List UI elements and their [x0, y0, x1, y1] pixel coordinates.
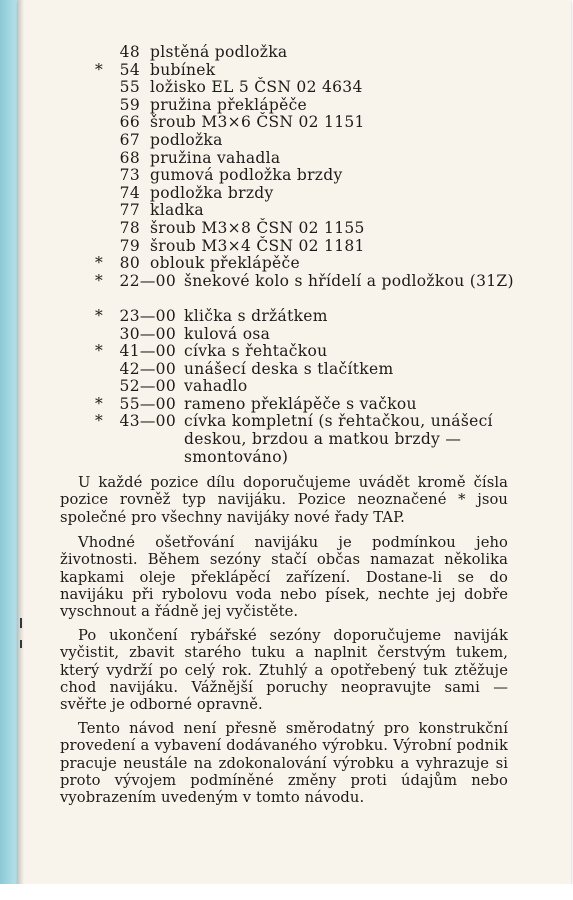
bottom-margin [0, 884, 573, 900]
group-number: 42—00 [119, 359, 176, 378]
parts-row [92, 114, 522, 132]
group-description: vahadlo [184, 377, 248, 396]
group-row [92, 378, 522, 396]
star-marker: * [94, 394, 104, 413]
part-number: 80 [119, 254, 140, 273]
group-description: cívka kompletní (s řehtačkou, unášecí deskou, brzdou a matkou brzdy — smontováno) [184, 412, 493, 466]
star-marker: * [94, 342, 104, 361]
part-number: 77 [119, 201, 140, 220]
part-number: 48 [119, 43, 140, 61]
group-description: rameno překlápěče s vačkou [184, 394, 417, 413]
part-number: 78 [119, 218, 140, 237]
part-description: šroub M3×4 ČSN 02 1181 [150, 236, 365, 255]
part-description: gumová podložka brzdy [150, 166, 343, 185]
group-number: 55—00 [119, 394, 176, 413]
part-description: podložka [150, 130, 223, 149]
group-row [92, 413, 522, 466]
paragraph-text: U každé pozice dílu doporučujeme uvádět kromě čísla pozice rovněž typ navijáku. Pozice neoznačené * jsou společné pro všechny navijáky nové řady TAP. [60, 474, 508, 526]
group-description: klička s držátkem [184, 306, 328, 325]
paragraph-position-note [60, 474, 508, 526]
parts-row [92, 185, 522, 203]
part-number: 79 [119, 236, 140, 255]
group-description: unášecí deska s tlačítkem [184, 359, 394, 378]
part-description: pružina překlápěče [150, 95, 308, 114]
group-number: 23—00 [119, 306, 176, 325]
edge-mark [20, 640, 22, 648]
star-marker: * [94, 271, 104, 290]
paragraph-season-end [60, 627, 508, 713]
group-row [92, 343, 522, 361]
paragraph-text: Tento návod není přesně směrodatný pro konstrukční provedení a vybavení dodávaného výrobku. Výrobní podnik pracuje neustále na zdokonalování výrobku a vyhrazuje si proto vývojem podmíněné změny proti údajům nebo vyobrazením uvedeným v tomto návodu. [60, 720, 508, 807]
part-description: šroub M3×8 ČSN 02 1155 [150, 218, 365, 237]
group-number: 30—00 [119, 324, 176, 343]
star-marker: * [94, 412, 104, 431]
part-number: 73 [119, 166, 140, 185]
edge-mark [20, 618, 22, 628]
group-number: 22—00 [119, 271, 176, 290]
group-number: 52—00 [119, 377, 176, 396]
part-number: 66 [119, 113, 140, 132]
parts-row [92, 79, 522, 97]
group-description: cívka s řehtačkou [184, 342, 328, 361]
paragraph-text: Vhodné ošetřování navijáku je podmínkou jeho životnosti. Během sezóny stačí občas namazat několika kapkami oleje překlápěcí zařízení. Dostane-li se do navijáku při rybolovu voda nebo písek, nechte jej dobře vyschnout a řádně jej vyčistěte. [60, 534, 508, 621]
group-row [92, 326, 522, 344]
parts-row [92, 150, 522, 168]
paragraph-text: Po ukončení rybářské sezóny doporučujeme naviják vyčistit, zbavit starého tuku a naplnit čerstvým tukem, který vydrží po celý rok. Ztuhlý a opotřebený tuk ztěžuje chod navijáku. Vážnější poruchy neopravujte sami — svěřte je odborné opravně. [60, 627, 508, 714]
part-description: plstěná podložka [150, 43, 288, 61]
star-marker: * [94, 254, 104, 273]
part-number: 74 [119, 183, 140, 202]
group-number: 43—00 [119, 412, 176, 431]
paragraph-maintenance [60, 534, 508, 620]
parts-list [92, 44, 522, 466]
part-number: 55 [119, 78, 140, 97]
part-number: 67 [119, 130, 140, 149]
group-row [92, 273, 522, 308]
part-description: šroub M3×6 ČSN 02 1151 [150, 113, 365, 132]
group-row [92, 396, 522, 414]
group-description: kulová osa [184, 324, 271, 343]
star-marker: * [94, 60, 104, 79]
parts-row [92, 167, 522, 185]
parts-row [92, 97, 522, 115]
parts-row [92, 132, 522, 150]
part-description: oblouk překlápěče [150, 254, 300, 273]
part-description: ložisko EL 5 ČSN 02 4634 [150, 78, 363, 97]
group-description: šnekové kolo s hřídelí a podložkou (31Z) [184, 271, 514, 290]
part-number: 68 [119, 148, 140, 167]
parts-row [92, 255, 522, 273]
group-number: 41—00 [119, 342, 176, 361]
star-marker: * [94, 306, 104, 325]
parts-row [92, 62, 522, 80]
part-description: pružina vahadla [150, 148, 281, 167]
group-row [92, 361, 522, 379]
group-row [92, 308, 522, 326]
parts-row [92, 202, 522, 220]
part-description: kladka [150, 201, 204, 220]
spine-shadow [18, 0, 24, 887]
part-number: 59 [119, 95, 140, 114]
part-description: podložka brzdy [150, 183, 274, 202]
part-number: 54 [119, 60, 140, 79]
paragraph-disclaimer [60, 720, 508, 806]
parts-row [92, 220, 522, 238]
parts-row [92, 44, 522, 62]
parts-row [92, 238, 522, 256]
part-description: bubínek [150, 60, 216, 79]
